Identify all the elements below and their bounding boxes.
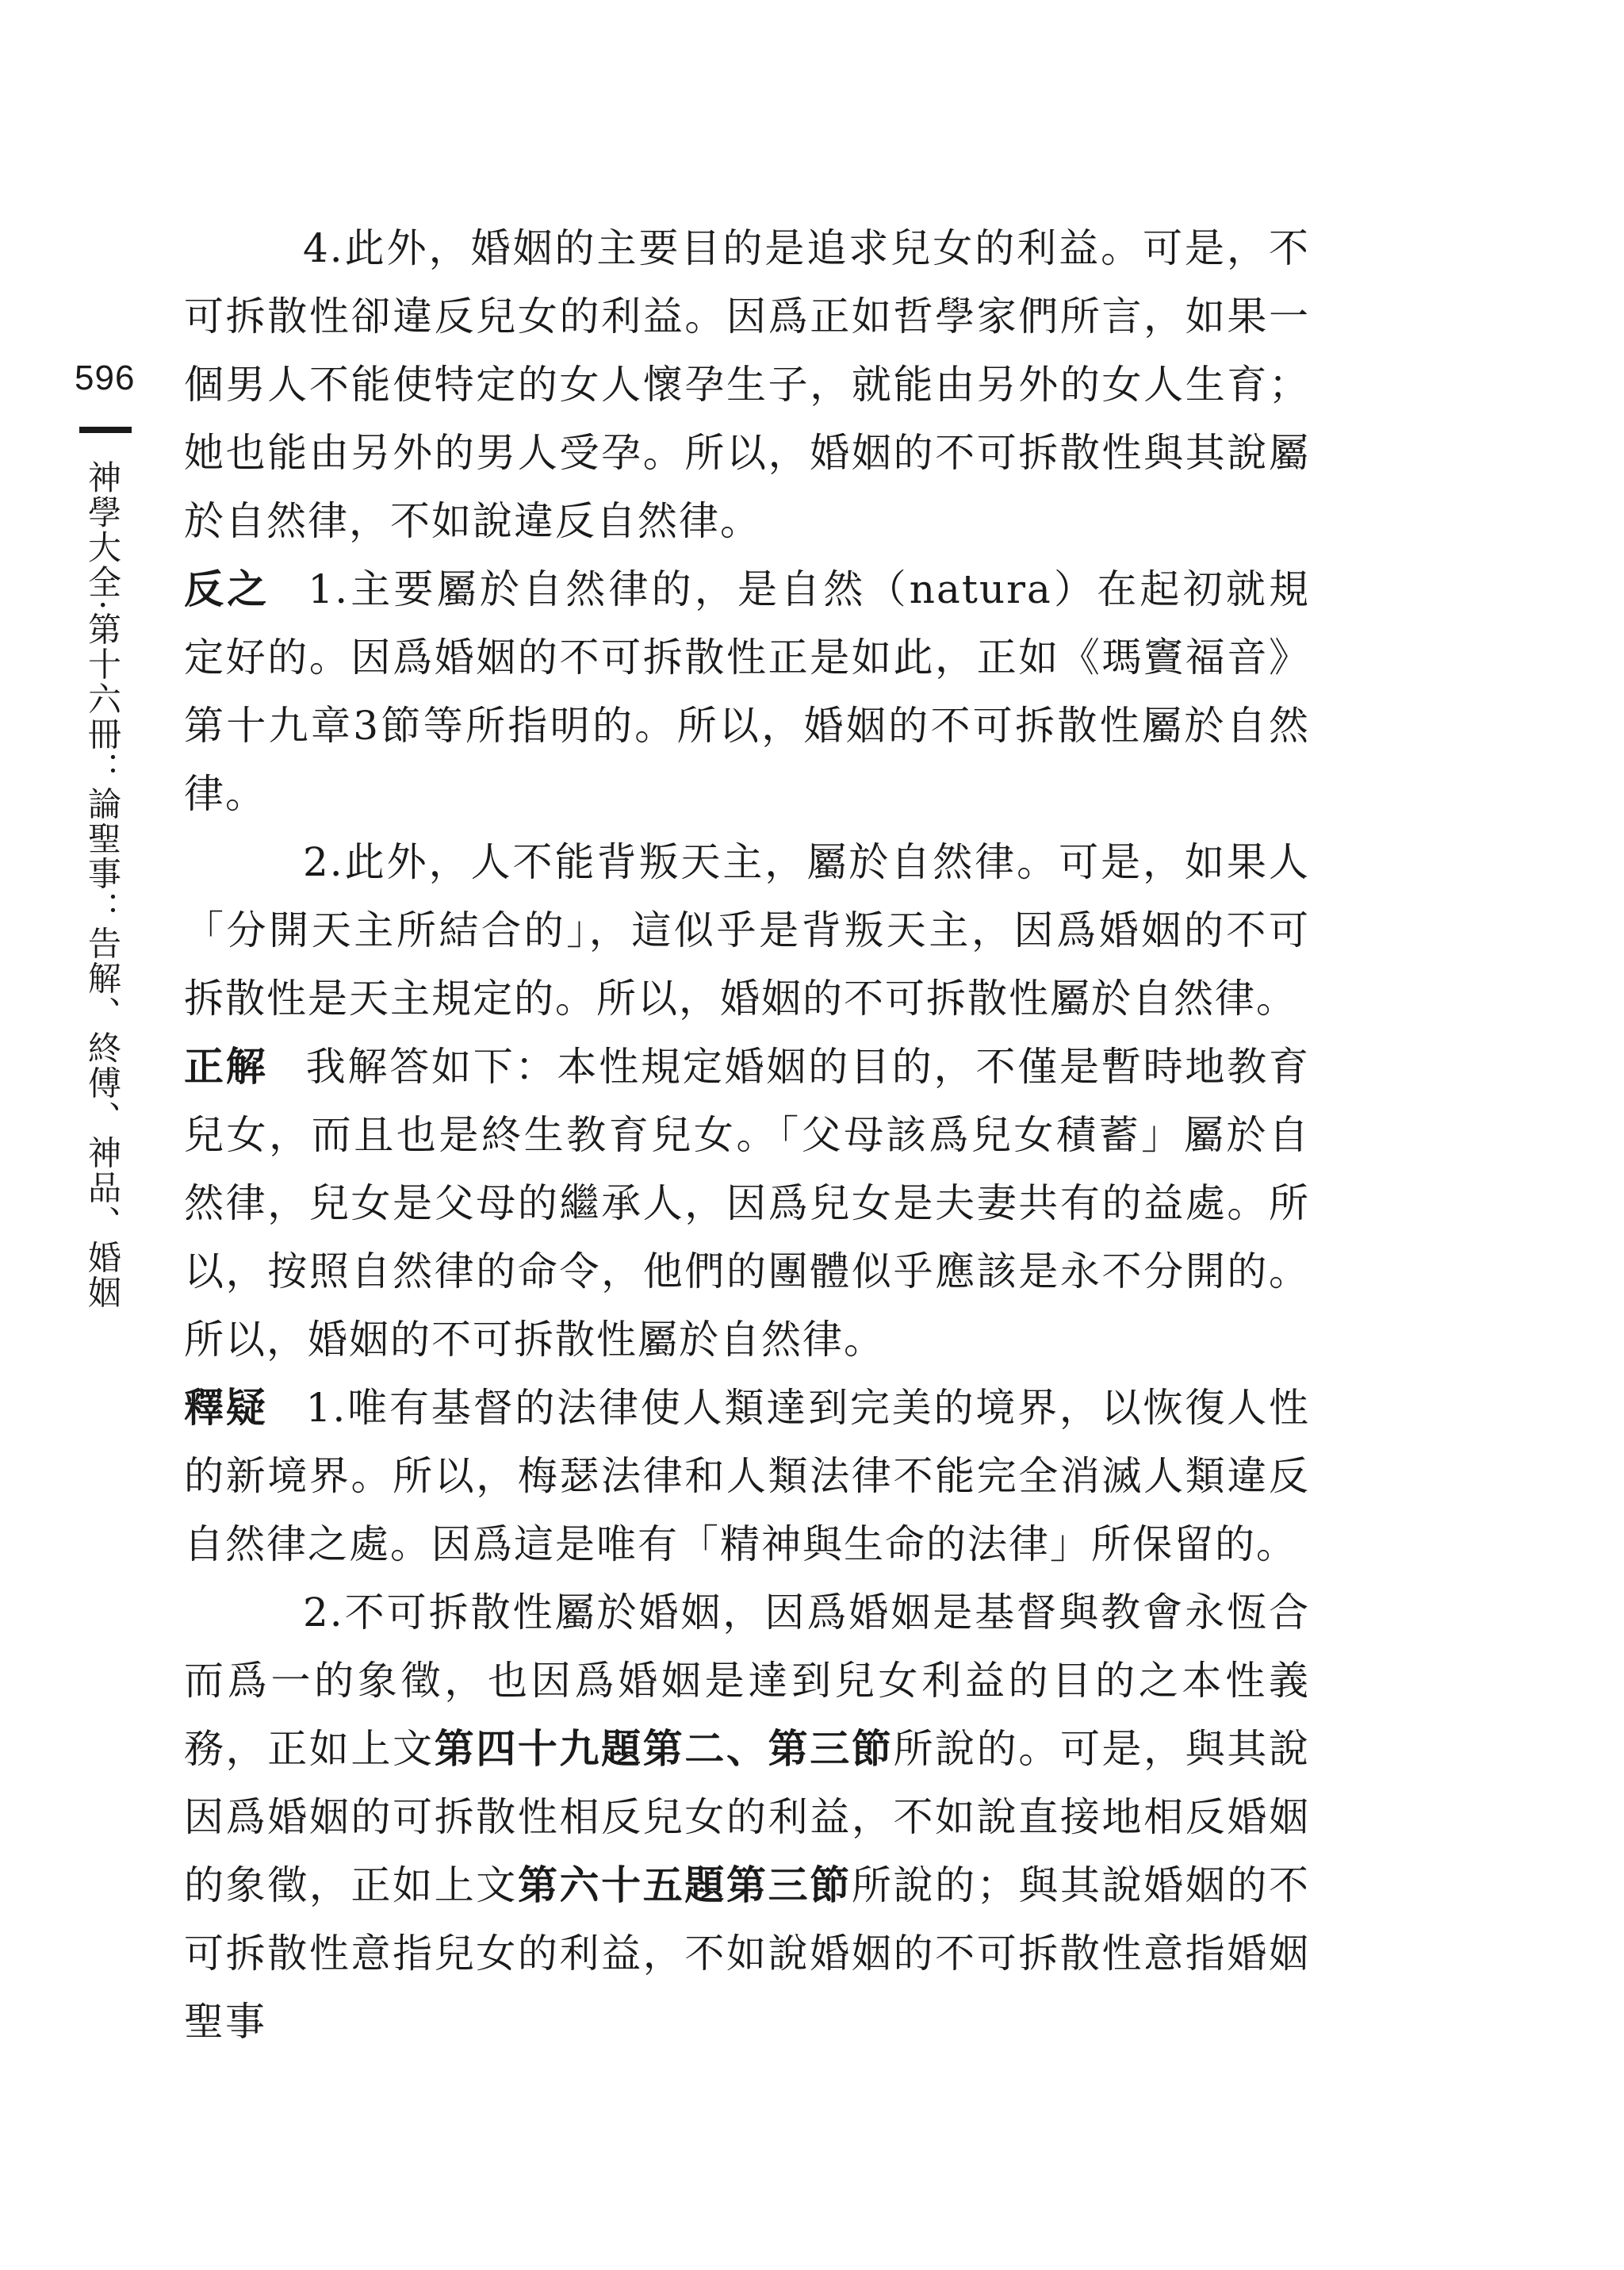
sed-contra-1 xyxy=(184,555,1310,828)
margin-rule xyxy=(79,427,132,433)
sed-contra-label: 反之 xyxy=(184,566,270,612)
page-number: 596 xyxy=(75,359,136,397)
running-head: 神學大全·第十六冊：論聖事：告解、終傅、神品、婚姻 xyxy=(83,460,122,1310)
respondeo-text: 我解答如下：本性規定婚姻的目的，不僅是暫時地教育兒女，而且也是終生教育兒女。「父母該爲兒女積蓄」屬於自然律，兒女是父母的繼承人，因爲兒女是夫妻共有的益處。所以，按照自然律的命令，他們的團體似乎應該是永不分開的。所以，婚姻的不可拆散性屬於自然律。 xyxy=(184,1044,1311,1363)
objection-4: 4.此外，婚姻的主要目的是追求兒女的利益。可是，不可拆散性卻違反兒女的利益。因爲正如哲學家們所言，如果一個男人不能使特定的女人懷孕生子，就能由另外的女人生育；她也能由另外的男人受孕。所以，婚姻的不可拆散性與其說屬於自然律，不如說違反自然律。 xyxy=(184,225,1310,544)
respondeo-label: 正解 xyxy=(184,1044,268,1090)
sed-contra-2: 2.此外，人不能背叛天主，屬於自然律。可是，如果人「分開天主所結合的」，這似乎是背叛天主，因爲婚姻的不可拆散性是天主規定的。所以，婚姻的不可拆散性屬於自然律。 xyxy=(184,839,1310,1022)
reply-2-part-3: 所說的；與其說婚姻的不可拆散性意指兒女的利益，不如說婚姻的不可拆散性意指婚姻聖事 xyxy=(184,1862,1311,2045)
replies-label: 釋疑 xyxy=(184,1385,268,1431)
reply-2-part-1: 2.不可拆散性屬於婚姻，因爲婚姻是基督與教會永恆合而爲一的象徵，也因爲婚姻是達到兒女利益的目的之本性義務，正如上文 xyxy=(184,1589,1310,1772)
reply-2-ref-2: 第六十五題第三節 xyxy=(517,1862,852,1908)
sed-contra-1-text: 1.主要屬於自然律的，是自然（natura）在起初就規定好的。因爲婚姻的不可拆散性正是如此，正如《瑪竇福音》第十九章3節等所指明的。所以，婚姻的不可拆散性屬於自然律。 xyxy=(184,566,1310,817)
reply-1-text: 1.唯有基督的法律使人類達到完美的境界，以恢復人性的新境界。所以，梅瑟法律和人類法律不能完全消滅人類違反自然律之處。因爲這是唯有「精神與生命的法律」所保留的。 xyxy=(184,1385,1310,1567)
reply-2-part-2: 所說的。可是，與其說因爲婚姻的可拆散性相反兒女的利益，不如說直接地相反婚姻的象徵，正如上文 xyxy=(184,1726,1311,1908)
body-text xyxy=(184,214,1310,2056)
respondeo xyxy=(184,1033,1310,1374)
reply-2 xyxy=(184,1578,1310,2056)
reply-2-ref-1: 第四十九題第二、第三節 xyxy=(434,1725,894,1772)
reply-1 xyxy=(184,1374,1310,1578)
